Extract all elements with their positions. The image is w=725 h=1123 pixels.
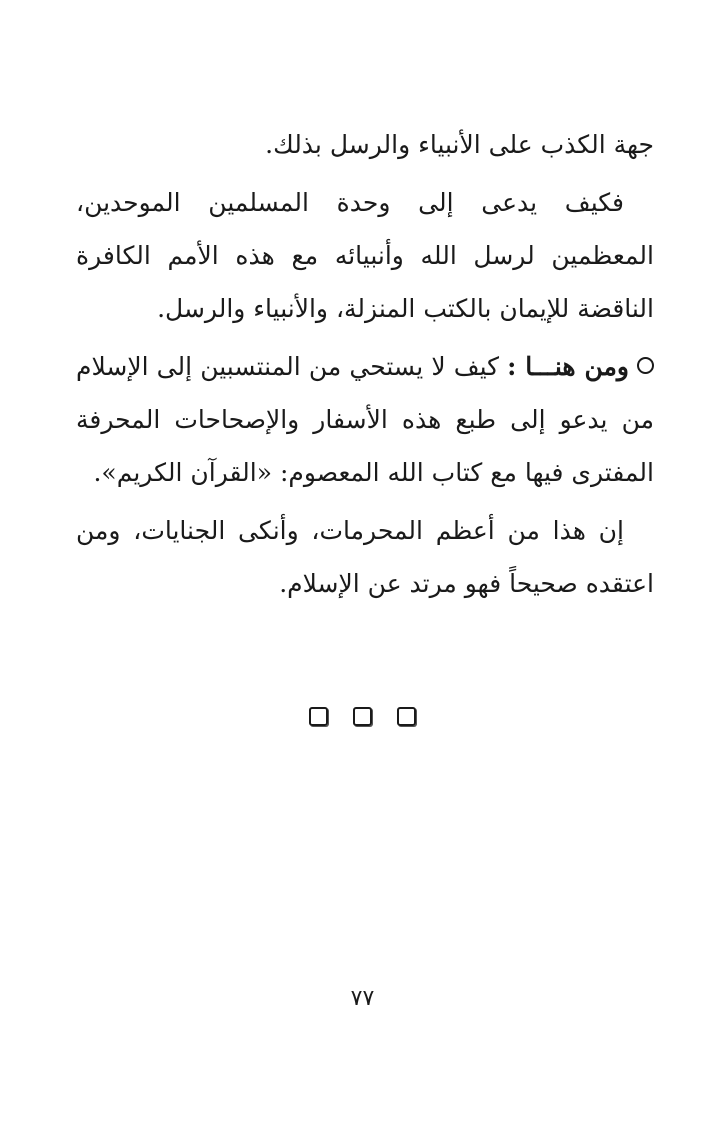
square-ornament-icon — [353, 707, 372, 726]
section-separator — [0, 707, 725, 726]
paragraph-unity-question: فكيف يدعى إلى وحدة المسلمين الموحدين، المعظمين لرسل الله وأنبيائه مع هذه الأمم الكافرة الناقضة للإيمان بالكتب المنزلة، والأنبياء والرسل. — [76, 188, 654, 323]
square-ornament-icon — [397, 707, 416, 726]
paragraph-from-here — [76, 340, 654, 499]
paragraph-conclusion: إن هذا من أعظم المحرمات، وأنكى الجنايات، ومن اعتقده صحيحاً فهو مرتد عن الإسلام. — [76, 516, 654, 598]
page-number: ٧٧ — [350, 986, 375, 1011]
paragraph-continuation: جهة الكذب على الأنبياء والرسل بذلك. — [265, 130, 654, 159]
circle-bullet-icon — [637, 357, 654, 374]
paragraph-lead: ومن هنـــا : — [507, 352, 629, 381]
body-text — [76, 118, 654, 615]
square-ornament-icon — [309, 707, 328, 726]
paragraph-body: كيف لا يستحي من المنتسبين إلى الإسلام من يدعو إلى طبع هذه الأسفار والإصحاحات المحرفة المفترى فيها مع كتاب الله المعصوم: «القرآن الكريم». — [76, 352, 654, 487]
